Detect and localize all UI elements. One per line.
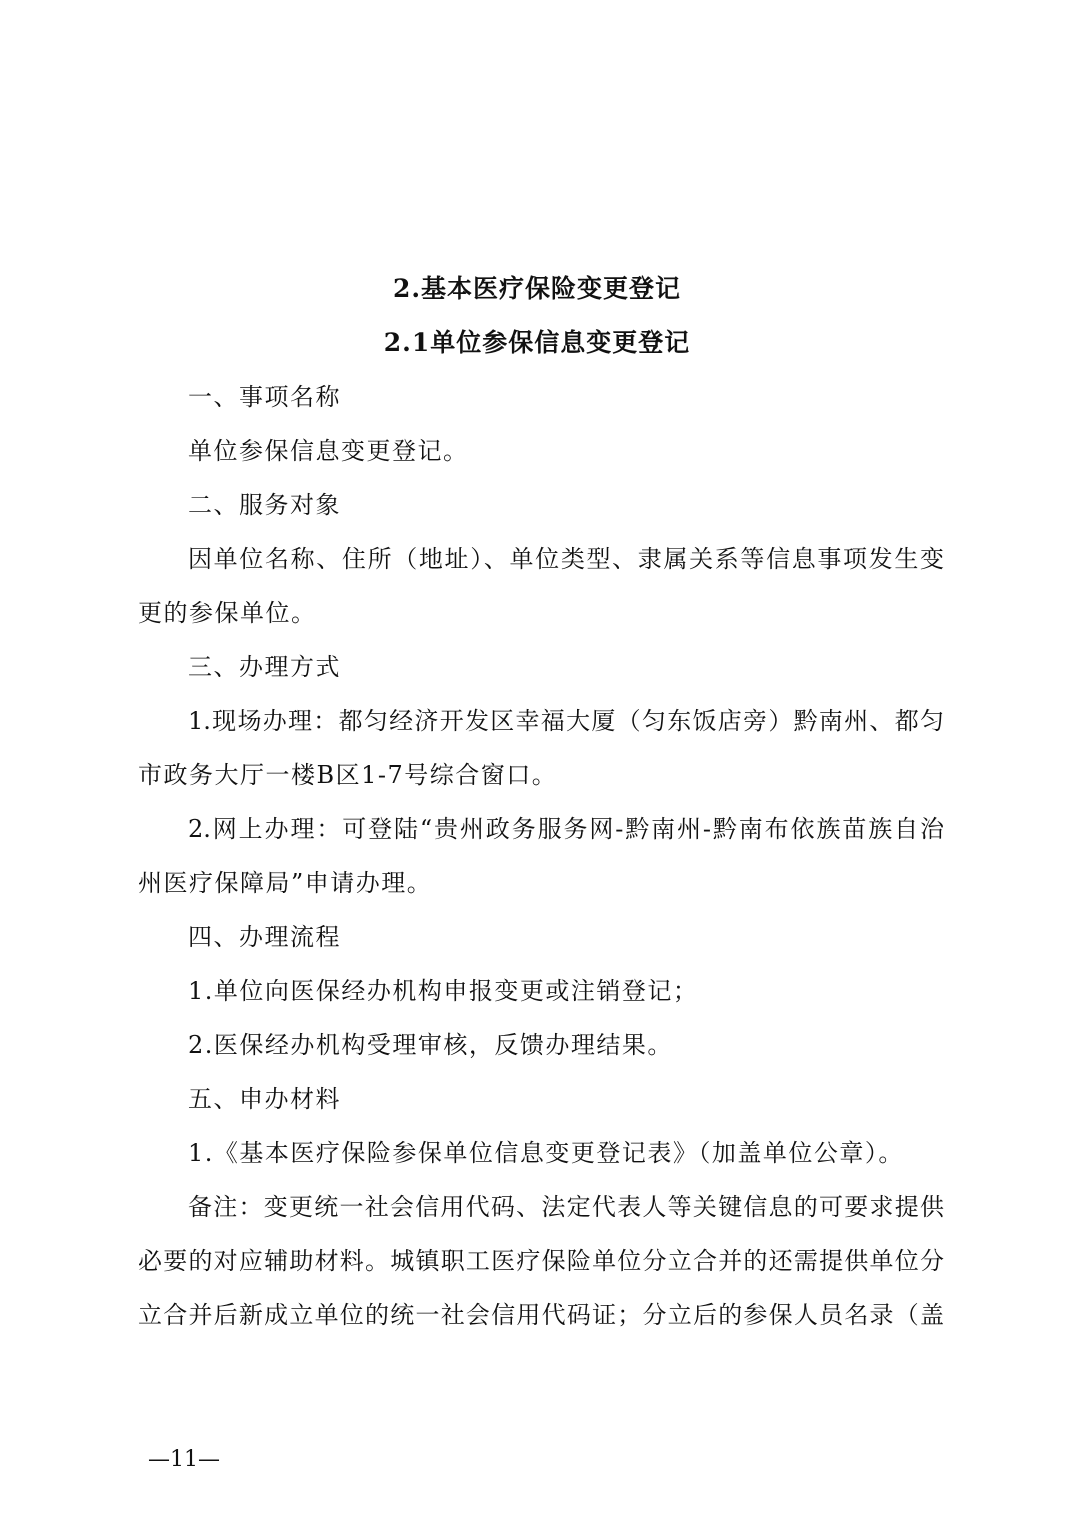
heading-process: 四、办理流程 [188, 923, 341, 951]
paragraph-process-step-2: 2.医保经办机构受理审核，反馈办理结果。 [188, 1031, 673, 1059]
heading-item-name: 一、事项名称 [188, 383, 341, 411]
paragraph-service-target-line-2: 更的参保单位。 [138, 599, 317, 627]
heading-materials: 五、申办材料 [188, 1085, 341, 1113]
paragraph-material-1: 1.《基本医疗保险参保单位信息变更登记表》（加盖单位公章）。 [188, 1139, 904, 1167]
paragraph-remark-line-3: 立合并后新成立单位的统一社会信用代码证；分立后的参保人员名录（盖 [138, 1301, 944, 1329]
paragraph-online-line-2: 州医疗保障局”申请办理。 [138, 869, 433, 897]
paragraph-item-name: 单位参保信息变更登记。 [188, 437, 469, 465]
paragraph-remark-line-1: 备注：变更统一社会信用代码、法定代表人等关键信息的可要求提供 [188, 1193, 944, 1221]
document-title: 2.基本医疗保险变更登记 [392, 274, 682, 303]
paragraph-onsite-line-2: 市政务大厅一楼B区1-7号综合窗口。 [138, 761, 558, 789]
section-title: 2.1单位参保信息变更登记 [383, 328, 691, 357]
paragraph-onsite-line-1: 1.现场办理：都匀经济开发区幸福大厦（匀东饭店旁）黔南州、都匀 [188, 707, 944, 735]
paragraph-online-line-1: 2.网上办理：可登陆“贵州政务服务网-黔南州-黔南布依族苗族自治 [188, 815, 944, 843]
paragraph-service-target-line-1: 因单位名称、住所（地址）、单位类型、隶属关系等信息事项发生变 [188, 545, 944, 573]
page-number: —11— [148, 1447, 220, 1472]
paragraph-remark-line-2: 必要的对应辅助材料。城镇职工医疗保险单位分立合并的还需提供单位分 [138, 1247, 944, 1275]
heading-handling-method: 三、办理方式 [188, 653, 341, 681]
paragraph-process-step-1: 1.单位向医保经办机构申报变更或注销登记； [188, 977, 699, 1005]
heading-service-target: 二、服务对象 [188, 491, 341, 519]
